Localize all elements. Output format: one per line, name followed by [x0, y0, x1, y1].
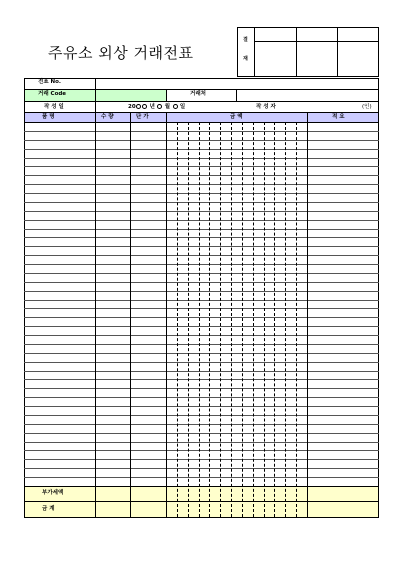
- amount-digit-line: [231, 122, 232, 517]
- amount-digit-line: [285, 122, 286, 517]
- table-row-line: [24, 486, 379, 487]
- amount-digit-line: [220, 122, 221, 517]
- column-header-fill: [25, 113, 378, 122]
- table-row-line: [24, 442, 379, 443]
- table-row-line: [24, 193, 379, 194]
- table-row-line: [24, 397, 379, 398]
- approval-label-top: 결: [243, 37, 248, 43]
- amount-digit-line: [209, 122, 210, 517]
- table-row-line: [24, 406, 379, 407]
- amount-digit-line: [264, 122, 265, 517]
- amount-digit-line: [199, 122, 200, 517]
- table-row-line: [24, 468, 379, 469]
- table-row-line: [24, 300, 379, 301]
- writer-label: 작 성 자: [256, 104, 276, 110]
- table-column-line: [307, 112, 308, 517]
- col-header-qty: 수 량: [101, 114, 114, 120]
- month-blank-icon: [157, 104, 162, 109]
- table-row-line: [24, 308, 379, 309]
- date-year-prefix: 20: [128, 104, 136, 110]
- table-row-line: [24, 122, 379, 123]
- col-header-unit-price: 단 가: [136, 114, 149, 120]
- col-header-amount: 금 액: [230, 114, 243, 120]
- approval-divider: [254, 41, 379, 42]
- table-row-line: [24, 202, 379, 203]
- table-row-line: [24, 175, 379, 176]
- table-row-line: [24, 326, 379, 327]
- table-row-line: [24, 220, 379, 221]
- table-row-line: [24, 362, 379, 363]
- table-row-line: [24, 344, 379, 345]
- table-row-line: [24, 184, 379, 185]
- table-row-line: [24, 388, 379, 389]
- approval-label-bottom: 재: [243, 56, 248, 62]
- table-row-line: [24, 140, 379, 141]
- document-title: 주유소 외상 거래전표: [48, 44, 194, 62]
- table-row-line: [24, 477, 379, 478]
- writer-field[interactable]: [290, 102, 360, 111]
- header-col-divider: [166, 89, 167, 101]
- table-row-line: [24, 433, 379, 434]
- table-column-line: [130, 112, 131, 517]
- table-row-line: [24, 131, 379, 132]
- amount-digit-line: [296, 122, 297, 517]
- day-blank-icon: [173, 104, 178, 109]
- date-label: 작 성 일: [44, 104, 64, 110]
- table-row-line: [24, 255, 379, 256]
- table-row-line: [24, 459, 379, 460]
- col-header-remarks: 적 요: [332, 114, 345, 120]
- table-row-line: [24, 450, 379, 451]
- seal-mark: (인): [362, 104, 372, 110]
- table-row-line: [24, 501, 379, 502]
- table-row-line: [24, 166, 379, 167]
- date-month-suffix: 월: [164, 104, 171, 110]
- table-row-line: [24, 424, 379, 425]
- table-row-line: [24, 291, 379, 292]
- amount-digit-line: [274, 122, 275, 517]
- total-label: 금 계: [42, 506, 55, 512]
- slip-no-label: 전표 No.: [38, 79, 62, 85]
- approval-divider: [337, 27, 338, 77]
- trade-partner-field[interactable]: [237, 90, 378, 101]
- amount-digit-line: [242, 122, 243, 517]
- table-row-line: [24, 353, 379, 354]
- col-header-item: 품 명: [42, 114, 55, 120]
- vat-label: 부가세액: [42, 490, 64, 496]
- table-row-line: [24, 149, 379, 150]
- approval-divider: [296, 27, 297, 77]
- table-row-line: [24, 229, 379, 230]
- amount-digit-line: [253, 122, 254, 517]
- table-row-line: [24, 246, 379, 247]
- table-row-line: [24, 371, 379, 372]
- table-row-line: [24, 211, 379, 212]
- table-row-line: [24, 237, 379, 238]
- table-row-line: [24, 379, 379, 380]
- amount-digit-line: [177, 122, 178, 517]
- table-row-line: [24, 273, 379, 274]
- table-row-line: [24, 335, 379, 336]
- year-blank-icon: [136, 104, 141, 109]
- table-column-line: [166, 112, 167, 517]
- table-row-line: [24, 282, 379, 283]
- table-row-line: [24, 264, 379, 265]
- table-row-line: [24, 317, 379, 318]
- amount-digit-line: [188, 122, 189, 517]
- transaction-code-field[interactable]: [96, 90, 166, 101]
- table-column-line: [95, 112, 96, 517]
- date-field[interactable]: [128, 102, 185, 112]
- trade-partner-label: 거래처: [190, 91, 206, 97]
- transaction-code-label: 거래 Code: [38, 91, 67, 97]
- date-year-suffix: 년: [149, 104, 155, 110]
- approval-divider: [254, 27, 255, 77]
- table-row-line: [24, 415, 379, 416]
- year-blank-icon: [142, 104, 147, 109]
- table-row-line: [24, 158, 379, 159]
- approval-box: [237, 27, 379, 77]
- date-day-suffix: 일: [179, 104, 186, 110]
